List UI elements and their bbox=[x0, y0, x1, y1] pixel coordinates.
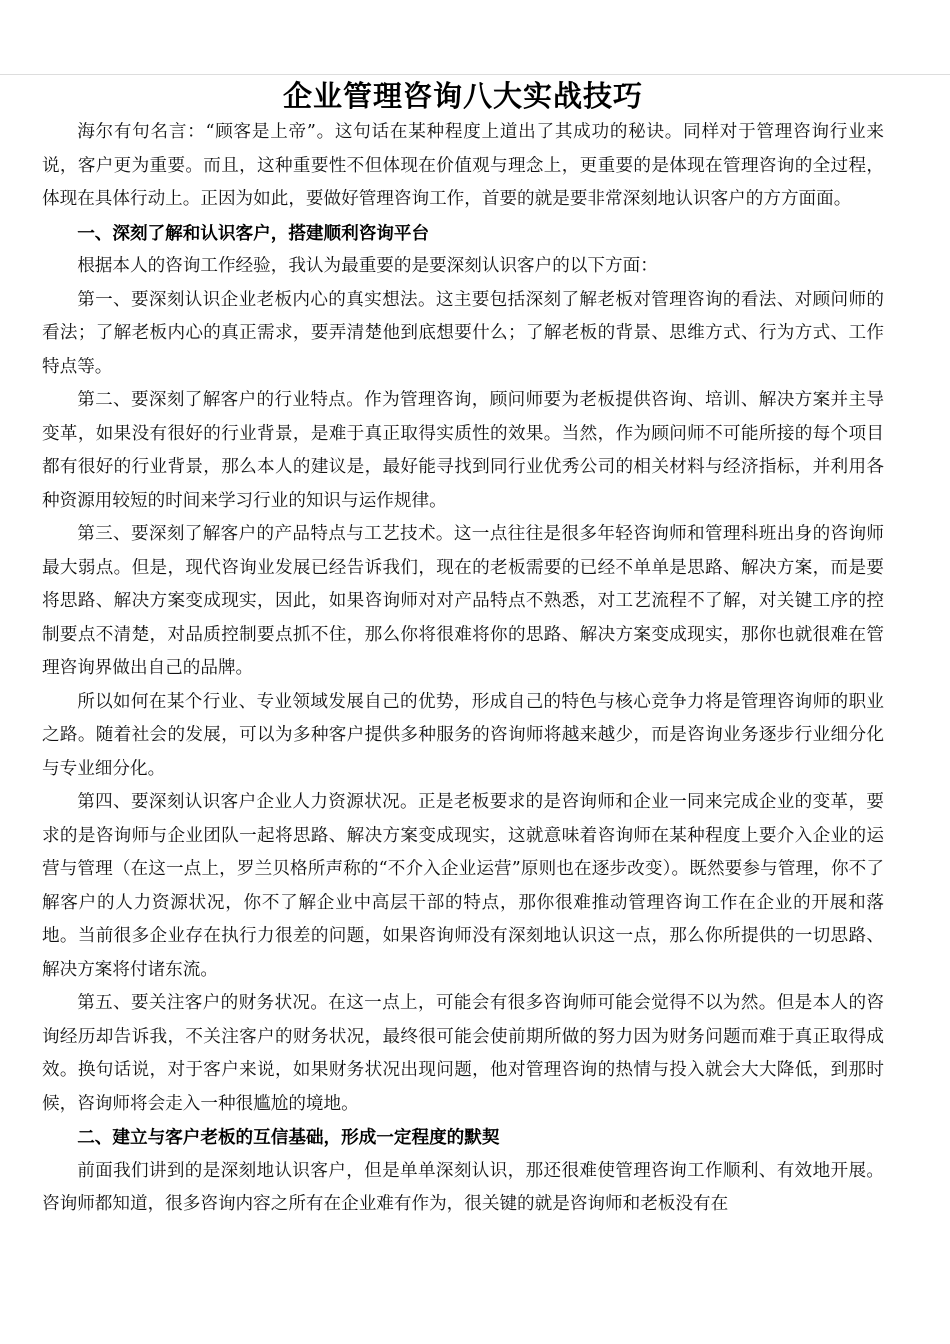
paragraph-point-3: 第三、要深刻了解客户的产品特点与工艺技术。这一点往往是很多年轻咨询师和管理科班出身的咨询师最大弱点。但是，现代咨询业发展已经告诉我们，现在的老板需要的已经不单单是思路、解决方案，而是要将思路、解决方案变成现实，因此，如果咨询师对对产品特点不熟悉，对工艺流程不了解，对关键工序的控制要点不清楚，对品质控制要点抓不住，那么你将很难将你的思路、解决方案变成现实，那你也就很难在管理咨询界做出自己的品牌。 bbox=[42, 524, 884, 678]
section-heading-2: 二、建立与客户老板的互信基础，形成一定程度的默契 bbox=[77, 1127, 500, 1148]
paragraph-point-4: 第四、要深刻认识客户企业人力资源状况。正是老板要求的是咨询师和企业一同来完成企业的变革，要求的是咨询师与企业团队一起将思路、解决方案变成现实，这就意味着咨询师在某种程度上要介入企业的运营与管理（在这一点上，罗兰贝格所声称的“不介入企业运营”原则也在逐步改变）。既然要参与管理，你不了解客户的人力资源状况，你不了解企业中高层干部的特点，那你很难推动管理咨询工作在企业的开展和落地。当前很多企业存在执行力很差的问题，如果咨询师没有深刻地认识这一点，那么你所提供的一切思路、解决方案将付诸东流。 bbox=[42, 792, 884, 980]
header-rule bbox=[0, 74, 950, 75]
document-title: 企业管理咨询八大实战技巧 bbox=[282, 79, 643, 113]
paragraph-point-2: 第二、要深刻了解客户的行业特点。作为管理咨询，顾问师要为老板提供咨询、培训、解决方案并主导变革，如果没有很好的行业背景，是难于真正取得实质性的效果。当然，作为顾问师不可能所接的每个项目都有很好的行业背景，那么本人的建议是，最好能寻找到同行业优秀公司的相关材料与经济指标，并利用各种资源用较短的时间来学习行业的知识与运作规律。 bbox=[42, 390, 884, 511]
paragraph-trust: 前面我们讲到的是深刻地认识客户，但是单单深刻认识，那还很难使管理咨询工作顺利、有效地开展。咨询师都知道，很多咨询内容之所有在企业难有作为，很关键的就是咨询师和老板没有在 bbox=[42, 1160, 884, 1214]
paragraph-career-path: 所以如何在某个行业、专业领域发展自己的优势，形成自己的特色与核心竞争力将是管理咨询师的职业之路。随着社会的发展，可以为多种客户提供多种服务的咨询师将越来越少，而是咨询业务逐步行业细分化与专业细分化。 bbox=[42, 691, 884, 779]
section-heading-1: 一、深刻了解和认识客户，搭建顺利咨询平台 bbox=[77, 222, 430, 244]
document-page bbox=[42, 76, 884, 1222]
paragraph-point-1: 第一、要深刻认识企业老板内心的真实想法。这主要包括深刻了解老板对管理咨询的看法、对顾问师的看法；了解老板内心的真正需求，要弄清楚他到底想要什么；了解老板的背景、思维方式、行为方式、工作特点等。 bbox=[42, 289, 884, 377]
paragraph-point-5: 第五、要关注客户的财务状况。在这一点上，可能会有很多咨询师可能会觉得不以为然。但是本人的咨询经历却告诉我，不关注客户的财务状况，最终很可能会使前期所做的努力因为财务问题而难于真正取得成效。换句话说，对于客户来说，如果财务状况出现问题，他对管理咨询的热情与投入就会大大降低，到那时候，咨询师将会走入一种很尴尬的境地。 bbox=[42, 993, 884, 1114]
intro-paragraph: 海尔有句名言：“顾客是上帝”。这句话在某种程度上道出了其成功的秘诀。同样对于管理咨询行业来说，客户更为重要。而且，这种重要性不但体现在价值观与理念上，更重要的是体现在管理咨询的全过程，体现在具体行动上。正因为如此，要做好管理咨询工作，首要的就是要非常深刻地认识客户的方方面面。 bbox=[42, 122, 884, 209]
paragraph-overview: 根据本人的咨询工作经验，我认为最重要的是要深刻认识客户的以下方面： bbox=[77, 256, 658, 276]
